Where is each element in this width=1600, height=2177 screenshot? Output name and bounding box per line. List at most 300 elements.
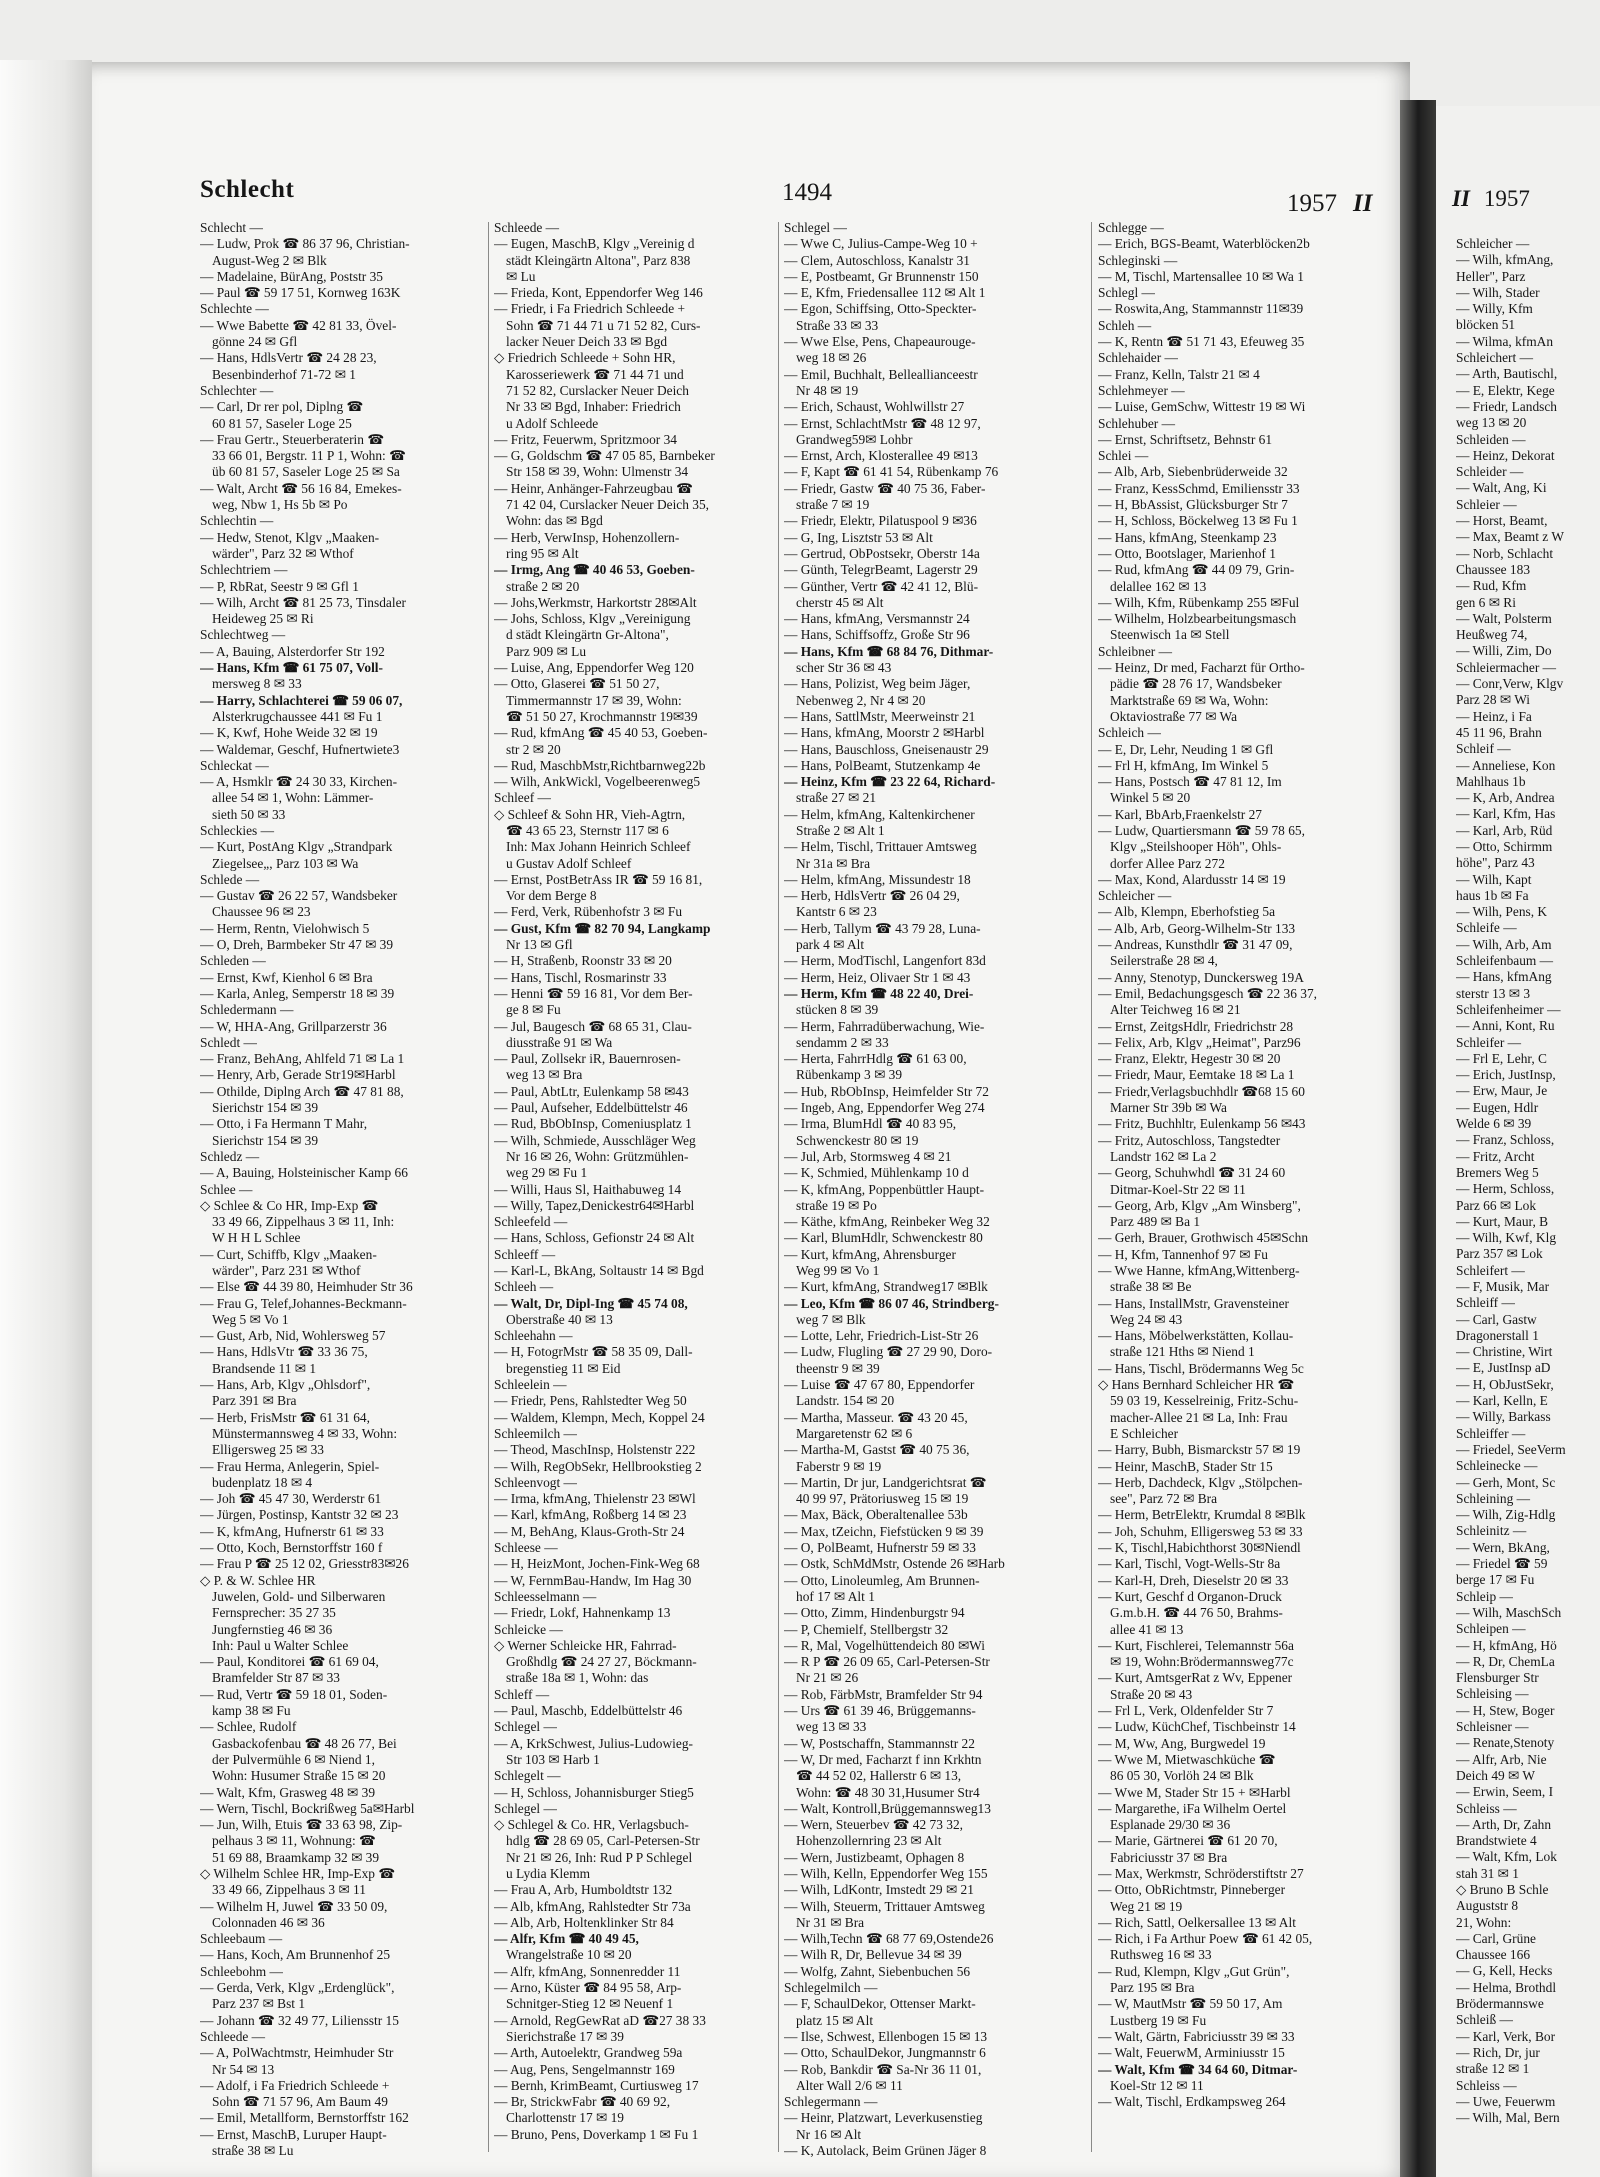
- listing-entry: — Wern, Steuerbev ☎ 42 73 32,: [784, 1817, 963, 1833]
- listing-entry: Chaussee 96 ✉ 23: [212, 904, 311, 920]
- listing-entry: Alter Teichweg 16 ✉ 21: [1110, 1002, 1241, 1018]
- listing-entry: park 4 ✉ Alt: [796, 937, 865, 953]
- surname-heading: Schleese —: [494, 1540, 558, 1556]
- listing-entry: — Wilhelm, Holzbearbeitungsmasch: [1098, 611, 1297, 627]
- listing-entry: stücken 8 ✉ 39: [796, 1002, 879, 1018]
- surname-heading: Schlegl —: [1098, 285, 1155, 301]
- listing-entry: — K, Tischl,Habichthorst 30✉Niendl: [1098, 1540, 1301, 1556]
- listing-entry: macher-Allee 21 ✉ La, Inh: Frau: [1110, 1409, 1288, 1425]
- listing-entry: Flensburger Str: [1456, 1670, 1539, 1686]
- surname-heading: Schlede —: [200, 871, 260, 887]
- listing-entry: — Frl H, kfmAng, Im Winkel 5: [1098, 757, 1269, 773]
- listing-entry: — Friedr, Pens, Rahlstedter Weg 50: [494, 1393, 687, 1409]
- listing-entry: — Herb, HdlsVertr ☎ 26 04 29,: [784, 888, 960, 904]
- listing-entry: Seilerstraße 28 ✉ 4,: [1110, 953, 1218, 969]
- listing-entry: weg 7 ✉ Blk: [796, 1311, 866, 1327]
- listing-entry: — Ludw, Quartiersmann ☎ 59 78 65,: [1098, 822, 1305, 838]
- listing-entry: — Hans, Polizist, Weg beim Jäger,: [784, 676, 971, 692]
- listing-entry: — Wilh, RegObSekr, Hellbrookstieg 2: [494, 1458, 702, 1474]
- listing-entry: — Friedr, Landsch: [1456, 398, 1557, 414]
- listing-entry: — Madelaine, BürAng, Poststr 35: [200, 268, 383, 284]
- listing-entry: — Jürgen, Postinsp, Kantstr 32 ✉ 23: [200, 1507, 399, 1523]
- listing-entry: Münstermannsweg 4 ✉ 33, Wohn:: [212, 1425, 398, 1441]
- listing-entry: — Wilh, Kapt: [1456, 871, 1532, 887]
- listing-entry: — Ilse, Schwest, Ellenbogen 15 ✉ 13: [784, 2028, 988, 2044]
- listing-entry: — Gerda, Verk, Klgv „Erdenglück",: [200, 1980, 395, 1996]
- listing-entry: — Hans, Schiffsoffz, Große Str 96: [784, 627, 970, 643]
- listing-entry: — Alb, Arb, Siebenbrüderweide 32: [1098, 464, 1288, 480]
- surname-heading: Schlegel —: [494, 1800, 557, 1816]
- listing-entry: Welde 6 ✉ 39: [1456, 1116, 1532, 1132]
- listing-entry: — Paul, AbtLtr, Eulenkamp 58 ✉43: [494, 1083, 689, 1099]
- surname-heading: Schleefeld —: [494, 1214, 568, 1230]
- listing-entry: u Gustav Adolf Schleef: [506, 855, 632, 871]
- listing-entry: Auguststr 8: [1456, 1898, 1519, 1914]
- listing-entry: Mahlhaus 1b: [1456, 773, 1526, 789]
- listing-entry: — Anneliese, Kon: [1456, 757, 1556, 773]
- listing-entry: — P, RbRat, Seestr 9 ✉ Gfl 1: [200, 578, 359, 594]
- listing-entry: — Wwe Else, Pens, Chapeaurouge-: [784, 334, 976, 350]
- listing-entry: — Curt, Schiffb, Klgv „Maaken-: [200, 1246, 377, 1262]
- listing-entry: — Adolf, i Fa Friedrich Schleede +: [200, 2077, 390, 2093]
- listing-entry: — Herm, Schloss,: [1456, 1181, 1555, 1197]
- listing-entry: — Eugen, MaschB, Klgv „Vereinig d: [494, 236, 695, 252]
- surname-heading: Schleising —: [1456, 1686, 1529, 1702]
- listing-entry: — A, Bauing, Alsterdorfer Str 192: [200, 643, 385, 659]
- listing-entry: kamp 38 ✉ Fu: [212, 1703, 291, 1719]
- listing-entry: — K, Kwf, Hohe Weide 32 ✉ 19: [200, 725, 378, 741]
- listing-entry: mersweg 8 ✉ 33: [212, 676, 302, 692]
- listing-entry: Straße 20 ✉ 43: [1110, 1686, 1193, 1702]
- listing-entry: — Wwe M, Stader Str 15 + ✉Harbl: [1098, 1784, 1291, 1800]
- listing-entry: — Herb, Dachdeck, Klgv „Stölpchen-: [1098, 1474, 1303, 1490]
- listing-entry: — Otto, SchaulDekor, Jungmannstr 6: [784, 2045, 986, 2061]
- listing-entry: — Hans, Kfm ☎ 68 84 76, Dithmar-: [784, 643, 994, 659]
- listing-entry: ◇ Schlee & Co HR, Imp-Exp ☎: [200, 1197, 379, 1213]
- listing-entry: — Friedr, Elektr, Pilatuspool 9 ✉36: [784, 513, 977, 529]
- listing-entry: — Erich, Schaust, Wohlwillstr 27: [784, 399, 965, 415]
- listing-entry: — Karl, Tischl, Vogt-Wells-Str 8a: [1098, 1556, 1281, 1572]
- listing-entry: — Heinz, Kfm ☎ 23 22 64, Richard-: [784, 774, 996, 790]
- listing-entry: Inh: Max Johann Heinrich Schleef: [506, 839, 691, 855]
- listing-entry: — M, Tischl, Martensallee 10 ✉ Wa 1: [1098, 268, 1304, 284]
- listing-entry: — Willy, Kfm: [1456, 301, 1533, 317]
- listing-entry: — Bruno, Pens, Doverkamp 1 ✉ Fu 1: [494, 2126, 699, 2142]
- listing-entry: Marner Str 39b ✉ Wa: [1110, 1100, 1227, 1116]
- listing-entry: — Alfr, Arb, Nie: [1456, 1751, 1547, 1767]
- listing-entry: straße 18a ✉ 1, Wohn: das: [506, 1670, 649, 1686]
- listing-entry: weg 18 ✉ 26: [796, 350, 867, 366]
- listing-entry: — Fritz, Buchhltr, Eulenkamp 56 ✉43: [1098, 1116, 1306, 1132]
- listing-entry: — Otto, Bootslager, Marienhof 1: [1098, 545, 1276, 561]
- listing-entry: — Luise, GemSchw, Wittestr 19 ✉ Wi: [1098, 399, 1306, 415]
- listing-entry: — Horst, Beamt,: [1456, 513, 1548, 529]
- listing-entry: — Fritz, Autoschloss, Tangstedter: [1098, 1132, 1281, 1148]
- listing-entry: — Herm, ModTischl, Langenfort 83d: [784, 953, 986, 969]
- listing-entry: — Paul ☎ 59 17 51, Kornweg 163K: [200, 285, 401, 301]
- book-gutter: [1400, 100, 1436, 2177]
- listing-entry: — Uwe, Feuerwm: [1456, 2093, 1556, 2109]
- listing-entry: Winkel 5 ✉ 20: [1110, 790, 1191, 806]
- listing-entry: — Kurt, kfmAng, Ahrensburger: [784, 1246, 956, 1262]
- listing-entry: Parz 391 ✉ Bra: [212, 1393, 297, 1409]
- listing-entry: diusstraße 91 ✉ Wa: [506, 1034, 613, 1050]
- listing-entry: Hohenzollernring 23 ✉ Alt: [796, 1833, 942, 1849]
- listing-entry: — Karl-H, Dreh, Dieselstr 20 ✉ 33: [1098, 1572, 1289, 1588]
- listing-entry: — Wilh, Pens, K: [1456, 904, 1548, 920]
- facing-volume-number: II: [1452, 186, 1470, 211]
- listing-entry: Ruthsweg 16 ✉ 33: [1110, 1947, 1212, 1963]
- listing-entry: 60 81 57, Saseler Loge 25: [212, 415, 352, 431]
- listing-entry: — Urs ☎ 61 39 46, Brüggemanns-: [784, 1703, 976, 1719]
- listing-entry: Straße 2 ✉ Alt 1: [796, 822, 885, 838]
- listing-entry: — Georg, Schuhwhdl ☎ 31 24 60: [1098, 1165, 1286, 1181]
- surname-heading: Schleicke —: [494, 1621, 563, 1637]
- listing-entry: — Max, Werkmstr, Schröderstiftstr 27: [1098, 1865, 1304, 1881]
- listing-entry: — Frau G, Telef,Johannes-Beckmann-: [200, 1295, 407, 1311]
- listing-entry: Weg 24 ✉ 43: [1110, 1311, 1183, 1327]
- listing-entry: ☎ 51 50 27, Krochmannstr 19✉39: [506, 708, 698, 724]
- listing-entry: — Ferd, Verk, Rübenhofstr 3 ✉ Fu: [494, 904, 683, 920]
- listing-entry: August-Weg 2 ✉ Blk: [212, 252, 327, 268]
- surname-heading: Schleeff —: [494, 1246, 556, 1262]
- listing-entry: 33 49 66, Zippelhaus 3 ✉ 11, Inh:: [212, 1214, 395, 1230]
- listing-entry: — Karl, kfmAng, Roßberg 14 ✉ 23: [494, 1507, 687, 1523]
- listing-entry: — Franz, Elektr, Hegestr 30 ✉ 20: [1098, 1051, 1281, 1067]
- listing-entry: — R P ☎ 26 09 65, Carl-Petersen-Str: [784, 1654, 990, 1670]
- listing-entry: — Hans, PolBeamt, Stutzenkamp 4e: [784, 757, 981, 773]
- listing-entry: Parz 357 ✉ Lok: [1456, 1246, 1543, 1262]
- listing-entry: — K, Schmied, Mühlenkamp 10 d: [784, 1165, 969, 1181]
- listing-entry: dorfer Allee Parz 272: [1110, 855, 1225, 871]
- listing-entry: — Jul, Arb, Stormsweg 4 ✉ 21: [784, 1148, 952, 1164]
- listing-entry: Schnitger-Stieg 12 ✉ Neuenf 1: [506, 1996, 674, 2012]
- listing-entry: — Otto, Glaserei ☎ 51 50 27,: [494, 676, 660, 692]
- listing-entry: — Egon, Schiffsing, Otto-Speckter-: [784, 301, 977, 317]
- listing-entry: Parz 28 ✉ Wi: [1456, 692, 1531, 708]
- listing-entry: hdlg ☎ 28 69 05, Carl-Petersen-Str: [506, 1833, 700, 1849]
- listing-entry: — Waldem, Klempn, Mech, Koppel 24: [494, 1409, 705, 1425]
- listing-entry: — Hans, Arb, Klgv „Ohlsdorf",: [200, 1377, 371, 1393]
- listing-entry: — K, Rentn ☎ 51 71 43, Efeuweg 35: [1098, 334, 1305, 350]
- listing-entry: ◇ Hans Bernhard Schleicher HR ☎: [1098, 1377, 1295, 1393]
- book-edge-left: [0, 60, 92, 2177]
- listing-entry: — Franz, Kelln, Talstr 21 ✉ 4: [1098, 366, 1260, 382]
- listing-entry: — Franz, KessSchmd, Emiliensstr 33: [1098, 480, 1300, 496]
- listing-entry: Bremers Weg 5: [1456, 1164, 1539, 1180]
- surname-heading: Schlechte —: [200, 301, 269, 317]
- listing-entry: Sohn ☎ 71 57 96, Am Baum 49: [212, 2094, 388, 2110]
- surname-heading: Schlegermann —: [784, 2094, 878, 2110]
- surname-heading: Schleede —: [200, 2028, 266, 2044]
- surname-heading: Schleiffer —: [1456, 1425, 1526, 1441]
- listing-entry: Faberstr 9 ✉ 19: [796, 1458, 882, 1474]
- facing-page-header: [1452, 186, 1530, 212]
- listing-entry: — Max, tZeichn, Fiefstücken 9 ✉ 39: [784, 1523, 984, 1539]
- listing-entry: Alter Wall 2/6 ✉ 11: [796, 2077, 903, 2093]
- listing-entry: — Margarethe, iFa Wilhelm Oertel: [1098, 1800, 1287, 1816]
- listing-entry: — Wwe M, Mietwaschküche ☎: [1098, 1751, 1276, 1767]
- listing-entry: ◇ Werner Schleicke HR, Fahrrad-: [494, 1637, 677, 1653]
- listing-entry: Lustberg 19 ✉ Fu: [1110, 2012, 1207, 2028]
- listing-entry: — Hans, Postsch ☎ 47 81 12, Im: [1098, 774, 1282, 790]
- listing-entry: — K, kfmAng, Poppenbüttler Haupt-: [784, 1181, 985, 1197]
- listing-entry: — Herb, FrisMstr ☎ 61 31 64,: [200, 1409, 370, 1425]
- listing-entry: Karosseriewerk ☎ 71 44 71 und: [506, 366, 684, 382]
- listing-entry: 71 52 82, Curslacker Neuer Deich: [506, 382, 689, 398]
- listing-entry: — Hans, kfmAng, Versmannstr 24: [784, 611, 970, 627]
- listing-entry: Wohn: Husumer Straße 15 ✉ 20: [212, 1768, 386, 1784]
- listing-entry: Brandsende 11 ✉ 1: [212, 1360, 317, 1376]
- surname-heading: Schlechtriem —: [200, 562, 288, 578]
- listing-entry: Fabriciusstr 37 ✉ Bra: [1110, 1849, 1228, 1865]
- listing-entry: — K, Arb, Andrea: [1456, 790, 1555, 806]
- listing-entry: — Max, Beamt z W: [1456, 529, 1564, 545]
- listing-entry: — Wern, Justizbeamt, Ophagen 8: [784, 1849, 965, 1865]
- listing-entry: — Erich, BGS-Beamt, Waterblöcken2b: [1098, 236, 1310, 252]
- listing-entry: — A, PolWachtmstr, Heimhuder Str: [200, 2045, 394, 2061]
- surname-heading: Schleinecke —: [1456, 1458, 1538, 1474]
- listing-entry: — Hans, kfmAng, Steenkamp 23: [1098, 529, 1277, 545]
- listing-entry: — Martin, Dr jur, Landgerichtsrat ☎: [784, 1474, 987, 1490]
- surname-heading: Schleginski —: [1098, 252, 1178, 268]
- listing-entry: — Wilh, kfmAng,: [1456, 252, 1554, 268]
- listing-entry: — Joh ☎ 45 47 30, Werderstr 61: [200, 1491, 382, 1507]
- listing-entry: — Arth, Autoelektr, Grandweg 59a: [494, 2045, 683, 2061]
- listing-entry: — Georg, Arb, Klgv „Am Winsberg",: [1098, 1197, 1301, 1213]
- listing-entry: Landstr 162 ✉ La 2: [1110, 1148, 1217, 1164]
- listing-entry: — Franz, Schloss,: [1456, 1132, 1555, 1148]
- listing-entry: gen 6 ✉ Ri: [1456, 594, 1516, 610]
- listing-entry: — Br, StrickwFabr ☎ 40 69 92,: [494, 2094, 671, 2110]
- listing-entry: — Friedel, SeeVerm: [1456, 1441, 1566, 1457]
- listing-entry: üb 60 81 57, Saseler Loge 25 ✉ Sa: [212, 464, 400, 480]
- listing-entry: Nr 16 ✉ Alt: [796, 2126, 862, 2142]
- listing-entry: Grandweg59✉ Lohbr: [796, 431, 913, 447]
- listing-entry: Oberstraße 40 ✉ 13: [506, 1311, 613, 1327]
- listing-entry: — Hans, Tischl, Brödermanns Weg 5c: [1098, 1360, 1304, 1376]
- listing-entry: städt Kleingärtn Altona", Parz 838: [506, 252, 691, 268]
- listing-entry: — F, Kapt ☎ 61 41 54, Rübenkamp 76: [784, 464, 999, 480]
- listing-entry: — Wilh, Schmiede, Ausschläger Weg: [494, 1132, 696, 1148]
- listing-entry: — Luise ☎ 47 67 80, Eppendorfer: [784, 1377, 975, 1393]
- listing-entry: — Günther, Vertr ☎ 42 41 12, Blü-: [784, 578, 979, 594]
- listing-entry: — Karl-L, BkAng, Soltaustr 14 ✉ Bgd: [494, 1263, 704, 1278]
- listing-entry: Heußweg 74,: [1456, 627, 1528, 643]
- listing-entry: — Ludw, Prok ☎ 86 37 96, Christian-: [200, 236, 410, 252]
- listing-entry: — F, Musik, Mar: [1456, 1279, 1550, 1294]
- surname-heading: Schleesselmann —: [494, 1588, 597, 1604]
- listing-entry: — Otto, Koch, Bernstorffstr 160 f: [200, 1540, 383, 1556]
- listing-entry: ✉ 19, Wohn:Brödermannsweg77c: [1110, 1654, 1294, 1670]
- listing-entry: — F, SchaulDekor, Ottenser Markt-: [784, 1996, 976, 2012]
- listing-entry: — Friedr, Maur, Eemtake 18 ✉ La 1: [1098, 1067, 1295, 1083]
- surname-heading: Schleede —: [494, 220, 560, 235]
- listing-entry: — Heinz, Dr med, Facharzt für Ortho-: [1098, 660, 1305, 676]
- listing-entry: stah 31 ✉ 1: [1456, 1865, 1519, 1881]
- listing-entry: — Irma, BlumHdl ☎ 40 83 95,: [784, 1116, 957, 1132]
- listing-entry: scher Str 36 ✉ 43: [796, 660, 892, 676]
- surname-heading: Schlegel —: [784, 220, 847, 235]
- listing-entry: — M, Ww, Ang, Burgwedel 19: [1098, 1735, 1266, 1751]
- listing-entry: — Max, Bäck, Oberaltenallee 53b: [784, 1507, 968, 1523]
- listing-entry: — Wilh, Archt ☎ 81 25 73, Tinsdaler: [200, 594, 406, 610]
- listing-entry: — Gerh, Brauer, Grothwisch 45✉Schn: [1098, 1230, 1309, 1246]
- listing-entry: sieth 50 ✉ 33: [212, 806, 286, 822]
- listing-entry: gönne 24 ✉ Gfl: [212, 334, 298, 350]
- listing-entry: — Irmg, Ang ☎ 40 46 53, Goeben-: [494, 562, 695, 578]
- listing-entry: — Jun, Wilh, Etuis ☎ 33 63 98, Zip-: [200, 1817, 403, 1833]
- listing-entry: — Ernst, Arch, Klosterallee 49 ✉13: [784, 448, 978, 464]
- listing-entry: — H, Schloss, Böckelweg 13 ✉ Fu 1: [1098, 513, 1298, 529]
- listing-entry: — Friedr, Lokf, Hahnenkamp 13: [494, 1605, 671, 1621]
- listing-entry: — Alfr, Kfm ☎ 40 49 45,: [494, 1931, 639, 1947]
- listing-entry: Sierichstr 154 ✉ 39: [212, 1132, 319, 1148]
- listing-entry: — Herta, FahrrHdlg ☎ 61 63 00,: [784, 1051, 967, 1067]
- listing-column-4: [1098, 220, 1322, 2160]
- listing-entry: — Heinz, i Fa: [1456, 708, 1532, 724]
- listing-entry: — Frau Gertr., Steuerberaterin ☎: [200, 431, 385, 447]
- surname-heading: Schleeh —: [494, 1279, 554, 1295]
- listing-entry: — Walt, Tischl, Erdkampsweg 264: [1098, 2094, 1286, 2110]
- listing-entry: — Käthe, kfmAng, Reinbeker Weg 32: [784, 1214, 990, 1230]
- listing-entry: — Friedel ☎ 59: [1456, 1556, 1548, 1572]
- listing-entry: — Norb, Schlacht: [1456, 545, 1554, 561]
- listing-entry: — H, Stew, Boger: [1456, 1702, 1555, 1718]
- listing-entry: Str 158 ✉ 39, Wohn: Ulmenstr 34: [506, 464, 689, 480]
- surname-heading: Schleebaum —: [200, 1931, 283, 1947]
- listing-entry: — Helma, Brothdl: [1456, 1979, 1557, 1995]
- listing-entry: — Herm, Heiz, Olivaer Str 1 ✉ 43: [784, 969, 971, 985]
- surname-heading: Schleier —: [1456, 496, 1517, 512]
- listing-entry: — Gerh, Mont, Sc: [1456, 1474, 1556, 1490]
- listing-entry: — Max, Kond, Alardusstr 14 ✉ 19: [1098, 871, 1286, 887]
- listing-entry: — Ernst, SchlachtMstr ☎ 48 12 97,: [784, 415, 981, 431]
- listing-entry: Heideweg 25 ✉ Ri: [212, 611, 314, 627]
- listing-entry: — Wwe Babette ☎ 42 81 33, Övel-: [200, 317, 397, 333]
- listing-entry: — Johs, Schloss, Klgv „Vereinigung: [494, 611, 691, 627]
- listing-entry: Nr 16 ✉ 26, Wohn: Grützmühlen-: [506, 1148, 689, 1164]
- listing-entry: — Wern, Tischl, Bockrißweg 5a✉Harbl: [200, 1800, 415, 1816]
- listing-entry: Juwelen, Gold- und Silberwaren: [212, 1588, 386, 1604]
- surname-heading: Schleden —: [200, 953, 266, 969]
- listing-entry: — Emil, Metallform, Bernstorffstr 162: [200, 2110, 409, 2126]
- listing-entry: — Renate,Stenoty: [1456, 1735, 1555, 1751]
- listing-entry: — Hans, Möbelwerkstätten, Kollau-: [1098, 1328, 1294, 1344]
- listing-entry: — Wilh, Kelln, Eppendorfer Weg 155: [784, 1865, 988, 1881]
- listing-entry: Parz 237 ✉ Bst 1: [212, 1996, 306, 2012]
- listing-entry: — Helm, Tischl, Trittauer Amtsweg: [784, 839, 977, 855]
- listing-entry: — Hans, kfmAng: [1456, 969, 1552, 985]
- listing-entry: — Rich, i Fa Arthur Poew ☎ 61 42 05,: [1098, 1931, 1313, 1947]
- listing-entry: ◇ Bruno B Schle: [1456, 1881, 1549, 1897]
- listing-entry: Str 103 ✉ Harb 1: [506, 1751, 600, 1767]
- listing-entry: pädie ☎ 28 76 17, Wandsbeker: [1110, 676, 1282, 692]
- listing-entry: — Walt, FeuerwM, Arminiusstr 15: [1098, 2045, 1285, 2061]
- listing-entry: — Karl, BbArb,Fraenkelstr 27: [1098, 806, 1263, 822]
- listing-entry: — Walt, Kontroll,Brüggemannsweg13: [784, 1800, 991, 1816]
- surname-heading: Schleicher —: [1456, 236, 1530, 251]
- listing-entry: Kantstr 6 ✉ 23: [796, 904, 877, 920]
- listing-entry: — W, MautMstr ☎ 59 50 17, Am: [1098, 1996, 1283, 2012]
- listing-entry: — Ostk, SchMdMstr, Ostende 26 ✉Harb: [784, 1556, 1005, 1572]
- listing-entry: — Arth, Dr, Zahn: [1456, 1816, 1552, 1832]
- listing-entry: Nr 54 ✉ 13: [212, 2061, 275, 2077]
- listing-entry: — Frau A, Arb, Humboldtstr 132: [494, 1882, 673, 1898]
- listing-entry: — Hans, HdlsVertr ☎ 24 28 23,: [200, 350, 377, 366]
- listing-entry: Parz 489 ✉ Ba 1: [1110, 1214, 1201, 1230]
- listing-entry: — Henni ☎ 59 16 81, Vor dem Ber-: [494, 985, 693, 1001]
- surname-heading: Schlechtin —: [200, 513, 274, 529]
- listing-entry: — Else ☎ 44 39 80, Heimhuder Str 36: [200, 1279, 413, 1295]
- listing-entry: — E, JustInsp aD: [1456, 1360, 1551, 1376]
- listing-entry: Straße 33 ✉ 33: [796, 317, 879, 333]
- listing-entry: — Ernst, Kwf, Kienhol 6 ✉ Bra: [200, 969, 373, 985]
- listing-entry: — Hans, Tischl, Rosmarinstr 33: [494, 969, 667, 985]
- listing-entry: — H, ObJustSekr,: [1456, 1376, 1554, 1392]
- listing-entry: straße 121 Hths ✉ Niend 1: [1110, 1344, 1255, 1360]
- listing-entry: pelhaus 3 ✉ 11, Wohnung: ☎: [212, 1833, 376, 1849]
- listing-entry: Nr 48 ✉ 19: [796, 382, 859, 398]
- surname-heading: Schlei —: [1098, 448, 1149, 464]
- listing-entry: — Ludw, Flugling ☎ 27 29 90, Doro-: [784, 1344, 993, 1360]
- listing-entry: — Hans, Bauschloss, Gneisenaustr 29: [784, 741, 989, 757]
- surname-heading: Schleiß —: [1456, 2012, 1513, 2028]
- listing-entry: — Erich, JustInsp,: [1456, 1067, 1556, 1083]
- listing-entry: — Rud, Klempn, Klgv „Gut Grün",: [1098, 1963, 1290, 1979]
- surname-heading: Schledt —: [200, 1034, 257, 1050]
- listing-entry: — Frieda, Kont, Eppendorfer Weg 146: [494, 285, 703, 301]
- listing-entry: Timmermannstr 17 ✉ 39, Wohn:: [506, 692, 682, 708]
- listing-entry: — Emil, Buchhalt, Belleallianceestr: [784, 366, 978, 382]
- surname-heading: Schleckies —: [200, 822, 275, 838]
- listing-entry: — Hans, InstallMstr, Gravensteiner: [1098, 1295, 1289, 1311]
- listing-entry: d städt Kleingärtn Gr-Altona",: [506, 627, 669, 643]
- listing-entry: Wohn: das ✉ Bgd: [506, 513, 603, 529]
- listing-entry: weg 13 ✉ Bra: [506, 1067, 583, 1083]
- listing-entry: wärder", Parz 32 ✉ Wthof: [212, 545, 354, 561]
- listing-entry: Fernsprecher: 35 27 35: [212, 1605, 336, 1621]
- listing-entry: straße 19 ✉ Po: [796, 1197, 877, 1213]
- listing-entry: haus 1b ✉ Fa: [1456, 887, 1529, 903]
- listing-entry: — H, HeizMont, Jochen-Fink-Weg 68: [494, 1556, 700, 1572]
- listing-entry: delallee 162 ✉ 13: [1110, 578, 1207, 594]
- listing-entry: 59 03 19, Kesselreinig, Fritz-Schu-: [1110, 1393, 1299, 1409]
- listing-entry: — Wwe C, Julius-Campe-Weg 10 +: [784, 236, 978, 252]
- listing-entry: — Herm, Fahrradüberwachung, Wie-: [784, 1018, 985, 1034]
- listing-entry: — Alb, Klempn, Eberhofstieg 5a: [1098, 904, 1276, 920]
- listing-entry: — Frau P ☎ 25 12 02, Griesstr83✉26: [200, 1556, 409, 1572]
- listing-entry: — Hans, SattlMstr, Meerweinstr 21: [784, 708, 976, 724]
- listing-entry: ◇ Schlegel & Co. HR, Verlagsbuch-: [494, 1817, 689, 1833]
- listing-entry: — Hans, Koch, Am Brunnenhof 25: [200, 1947, 391, 1963]
- listing-entry: — Irma, kfmAng, Thielenstr 23 ✉Wl: [494, 1491, 696, 1507]
- listing-entry: — Felix, Arb, Klgv „Heimat", Parz96: [1098, 1034, 1301, 1050]
- listing-entry: Nr 31 ✉ Bra: [796, 1914, 865, 1930]
- listing-entry: — E, Kfm, Friedensallee 112 ✉ Alt 1: [784, 285, 986, 301]
- listing-entry: Wohn: ☎ 48 30 31,Husumer Str4: [796, 1784, 980, 1800]
- listing-entry: Heller", Parz: [1456, 268, 1526, 284]
- listing-entry: — Wilh, Kwf, Klg: [1456, 1230, 1557, 1246]
- listing-entry: — Rud, Vertr ☎ 59 18 01, Soden-: [200, 1686, 388, 1702]
- listing-entry: — Willi, Haus Sl, Haithabuweg 14: [494, 1181, 682, 1197]
- listing-entry: Ditmar-Koel-Str 22 ✉ 11: [1110, 1181, 1246, 1197]
- listing-entry: u Adolf Schleede: [506, 415, 599, 431]
- listing-entry: — Helm, kfmAng, Missundestr 18: [784, 871, 971, 887]
- listing-entry: — Rud, kfmAng ☎ 45 40 53, Goeben-: [494, 725, 708, 741]
- surname-heading: Schleider —: [1456, 464, 1524, 480]
- surname-heading: Schleenvogt —: [494, 1474, 577, 1490]
